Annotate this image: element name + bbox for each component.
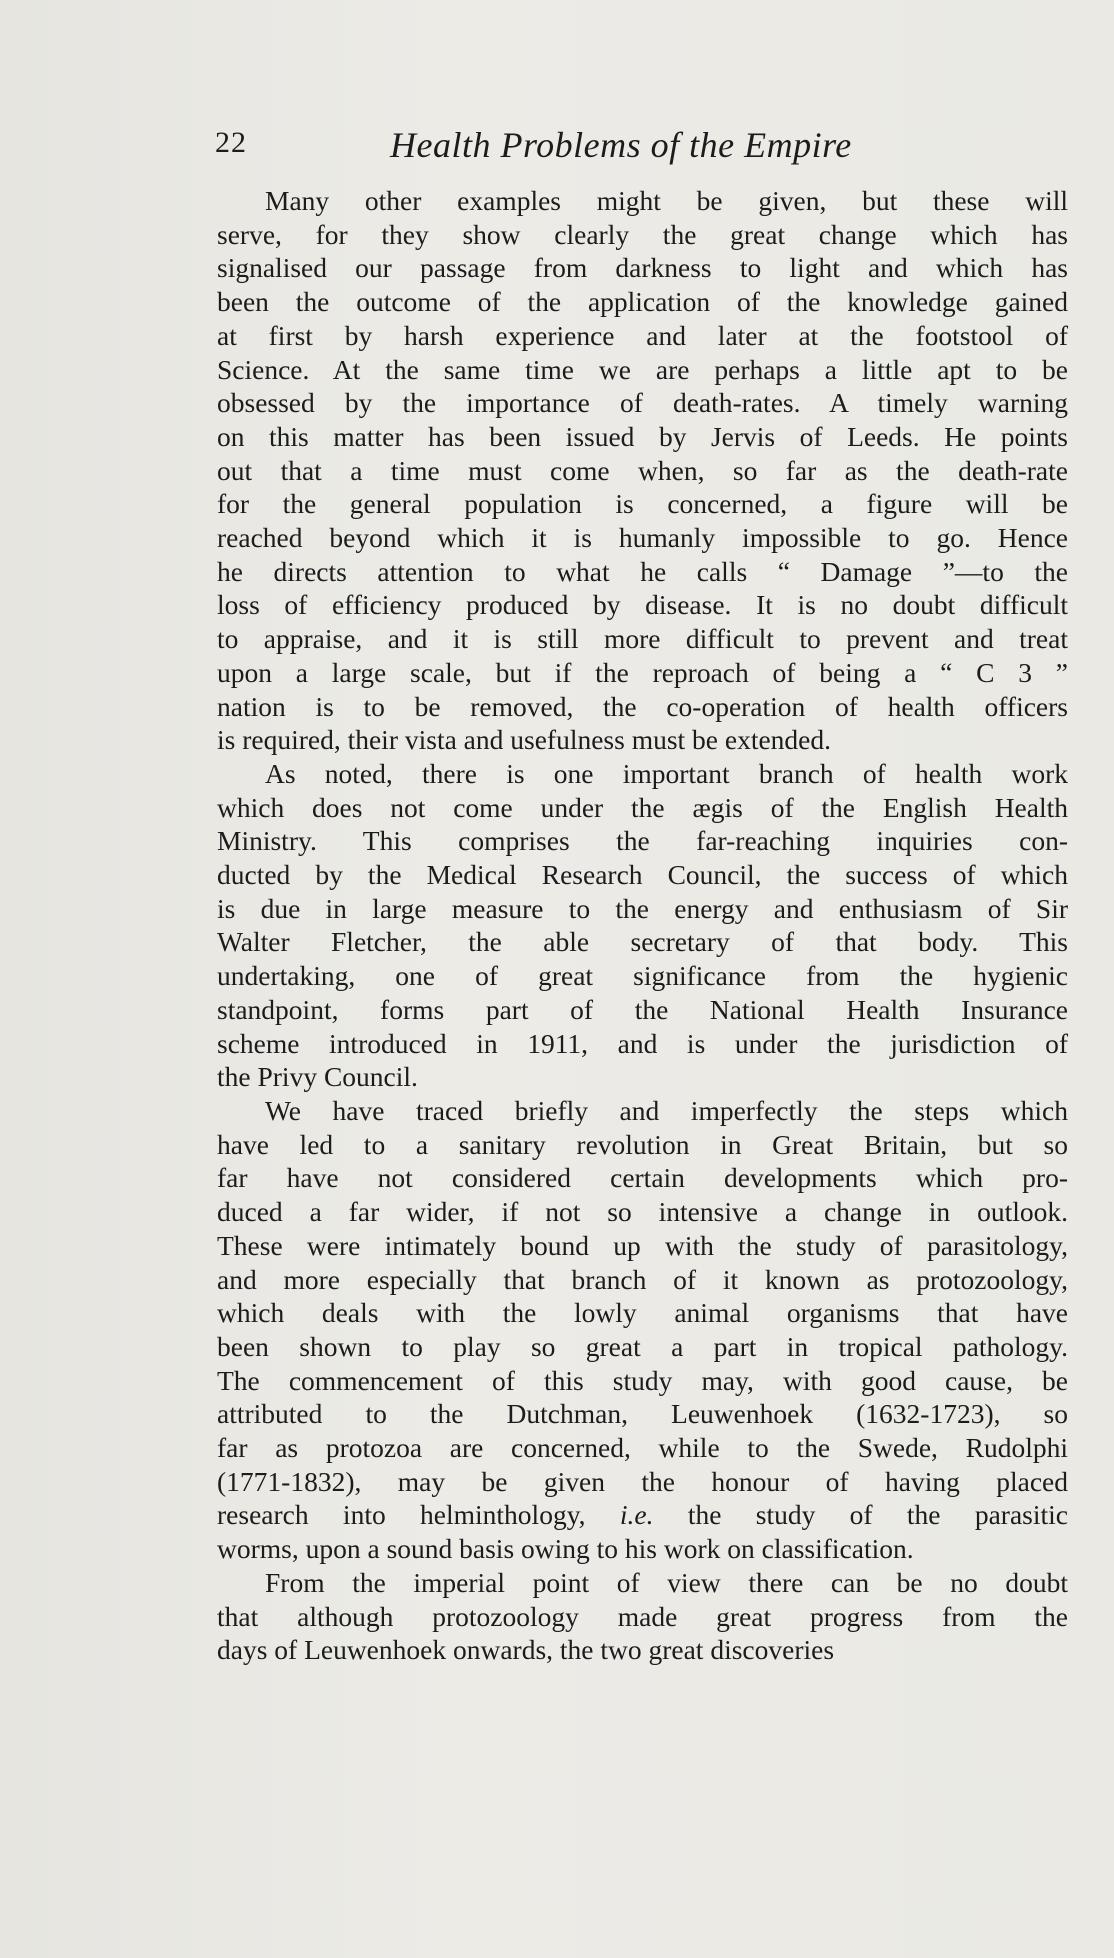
running-title: Health Problems of the Empire [390,125,852,165]
text-line: and more especially that branch of it known as protozoology, [217,1263,1068,1295]
text-line: he directs attention to what he calls “ Damage ”—to the [217,555,1068,587]
text-line: for the general population is concerned, a figure will be [217,488,1068,520]
text-line: is required, their vista and usefulness must be extended. [217,724,832,756]
text-line: nation is to be removed, the co-operation of health officers [217,690,1068,722]
text-line: obsessed by the importance of death-rates. A timely warning [217,387,1068,419]
paragraph [217,1094,1068,1566]
text-line: serve, for they show clearly the great change which has [217,218,1068,250]
text-line: signalised our passage from darkness to light and which has [217,252,1068,284]
body-text [217,184,1068,1667]
text-line: upon a large scale, but if the reproach of being a “ C 3 ” [217,656,1068,688]
paragraph [217,1566,1068,1667]
text-line: undertaking, one of great significance from the hygienic [217,960,1068,992]
text-line: worms, upon a sound basis owing to his work on classification. [217,1533,914,1565]
text-line: ducted by the Medical Research Council, the success of which [217,859,1068,891]
text-line: We have traced briefly and imperfectly the steps which [265,1094,1068,1126]
text-line: been shown to play so great a part in tropical pathology. [217,1330,1068,1362]
text-line: Science. At the same time we are perhaps a little apt to be [217,353,1068,385]
text-line: have led to a sanitary revolution in Great Britain, but so [217,1128,1068,1160]
text-line: research into helminthology, i.e. the study of the parasitic [217,1499,1068,1531]
page-header [215,126,1075,172]
text-line: at first by harsh experience and later at the footstool of [217,319,1068,351]
text-line: These were intimately bound up with the study of parasitology, [217,1229,1068,1261]
text-line: duced a far wider, if not so intensive a change in outlook. [217,1196,1068,1228]
text-line: is due in large measure to the energy and enthusiasm of Sir [217,892,1068,924]
text-line: out that a time must come when, so far as the death-rate [217,454,1068,486]
paragraph [217,757,1068,1094]
text-line: far as protozoa are concerned, while to the Swede, Rudolphi [217,1432,1068,1464]
text-line: that although protozoology made great progress from the [217,1600,1068,1632]
text-line: The commencement of this study may, with good cause, be [217,1364,1068,1396]
text-line: to appraise, and it is still more difficult to prevent and treat [217,623,1068,655]
text-line: on this matter has been issued by Jervis of Leeds. He points [217,420,1068,452]
paragraph [217,184,1068,757]
text-line: attributed to the Dutchman, Leuwenhoek (1632-1723), so [217,1398,1068,1430]
text-line: scheme introduced in 1911, and is under the jurisdiction of [217,1027,1068,1059]
text-line: (1771-1832), may be given the honour of having placed [217,1465,1068,1497]
text-line: which does not come under the ægis of the English Health [217,791,1068,823]
text-line: As noted, there is one important branch of health work [265,757,1068,789]
text-line: loss of efficiency produced by disease. It is no doubt difficult [217,589,1068,621]
text-line: the Privy Council. [217,1061,418,1093]
text-line: Many other examples might be given, but these will [265,185,1068,216]
text-line: From the imperial point of view there can be no doubt [265,1566,1068,1598]
text-line: days of Leuwenhoek onwards, the two great discoveries [217,1634,835,1666]
text-line: standpoint, forms part of the National Health Insurance [217,993,1068,1025]
text-line: far have not considered certain developments which pro- [217,1162,1068,1194]
text-line: been the outcome of the application of the knowledge gained [217,286,1068,318]
page-number: 22 [215,126,247,159]
text-line: reached beyond which it is humanly impossible to go. Hence [217,522,1068,554]
text-line: Walter Fletcher, the able secretary of that body. This [217,926,1068,958]
text-line: Ministry. This comprises the far-reaching inquiries con- [217,825,1068,857]
text-line: which deals with the lowly animal organisms that have [217,1297,1068,1329]
